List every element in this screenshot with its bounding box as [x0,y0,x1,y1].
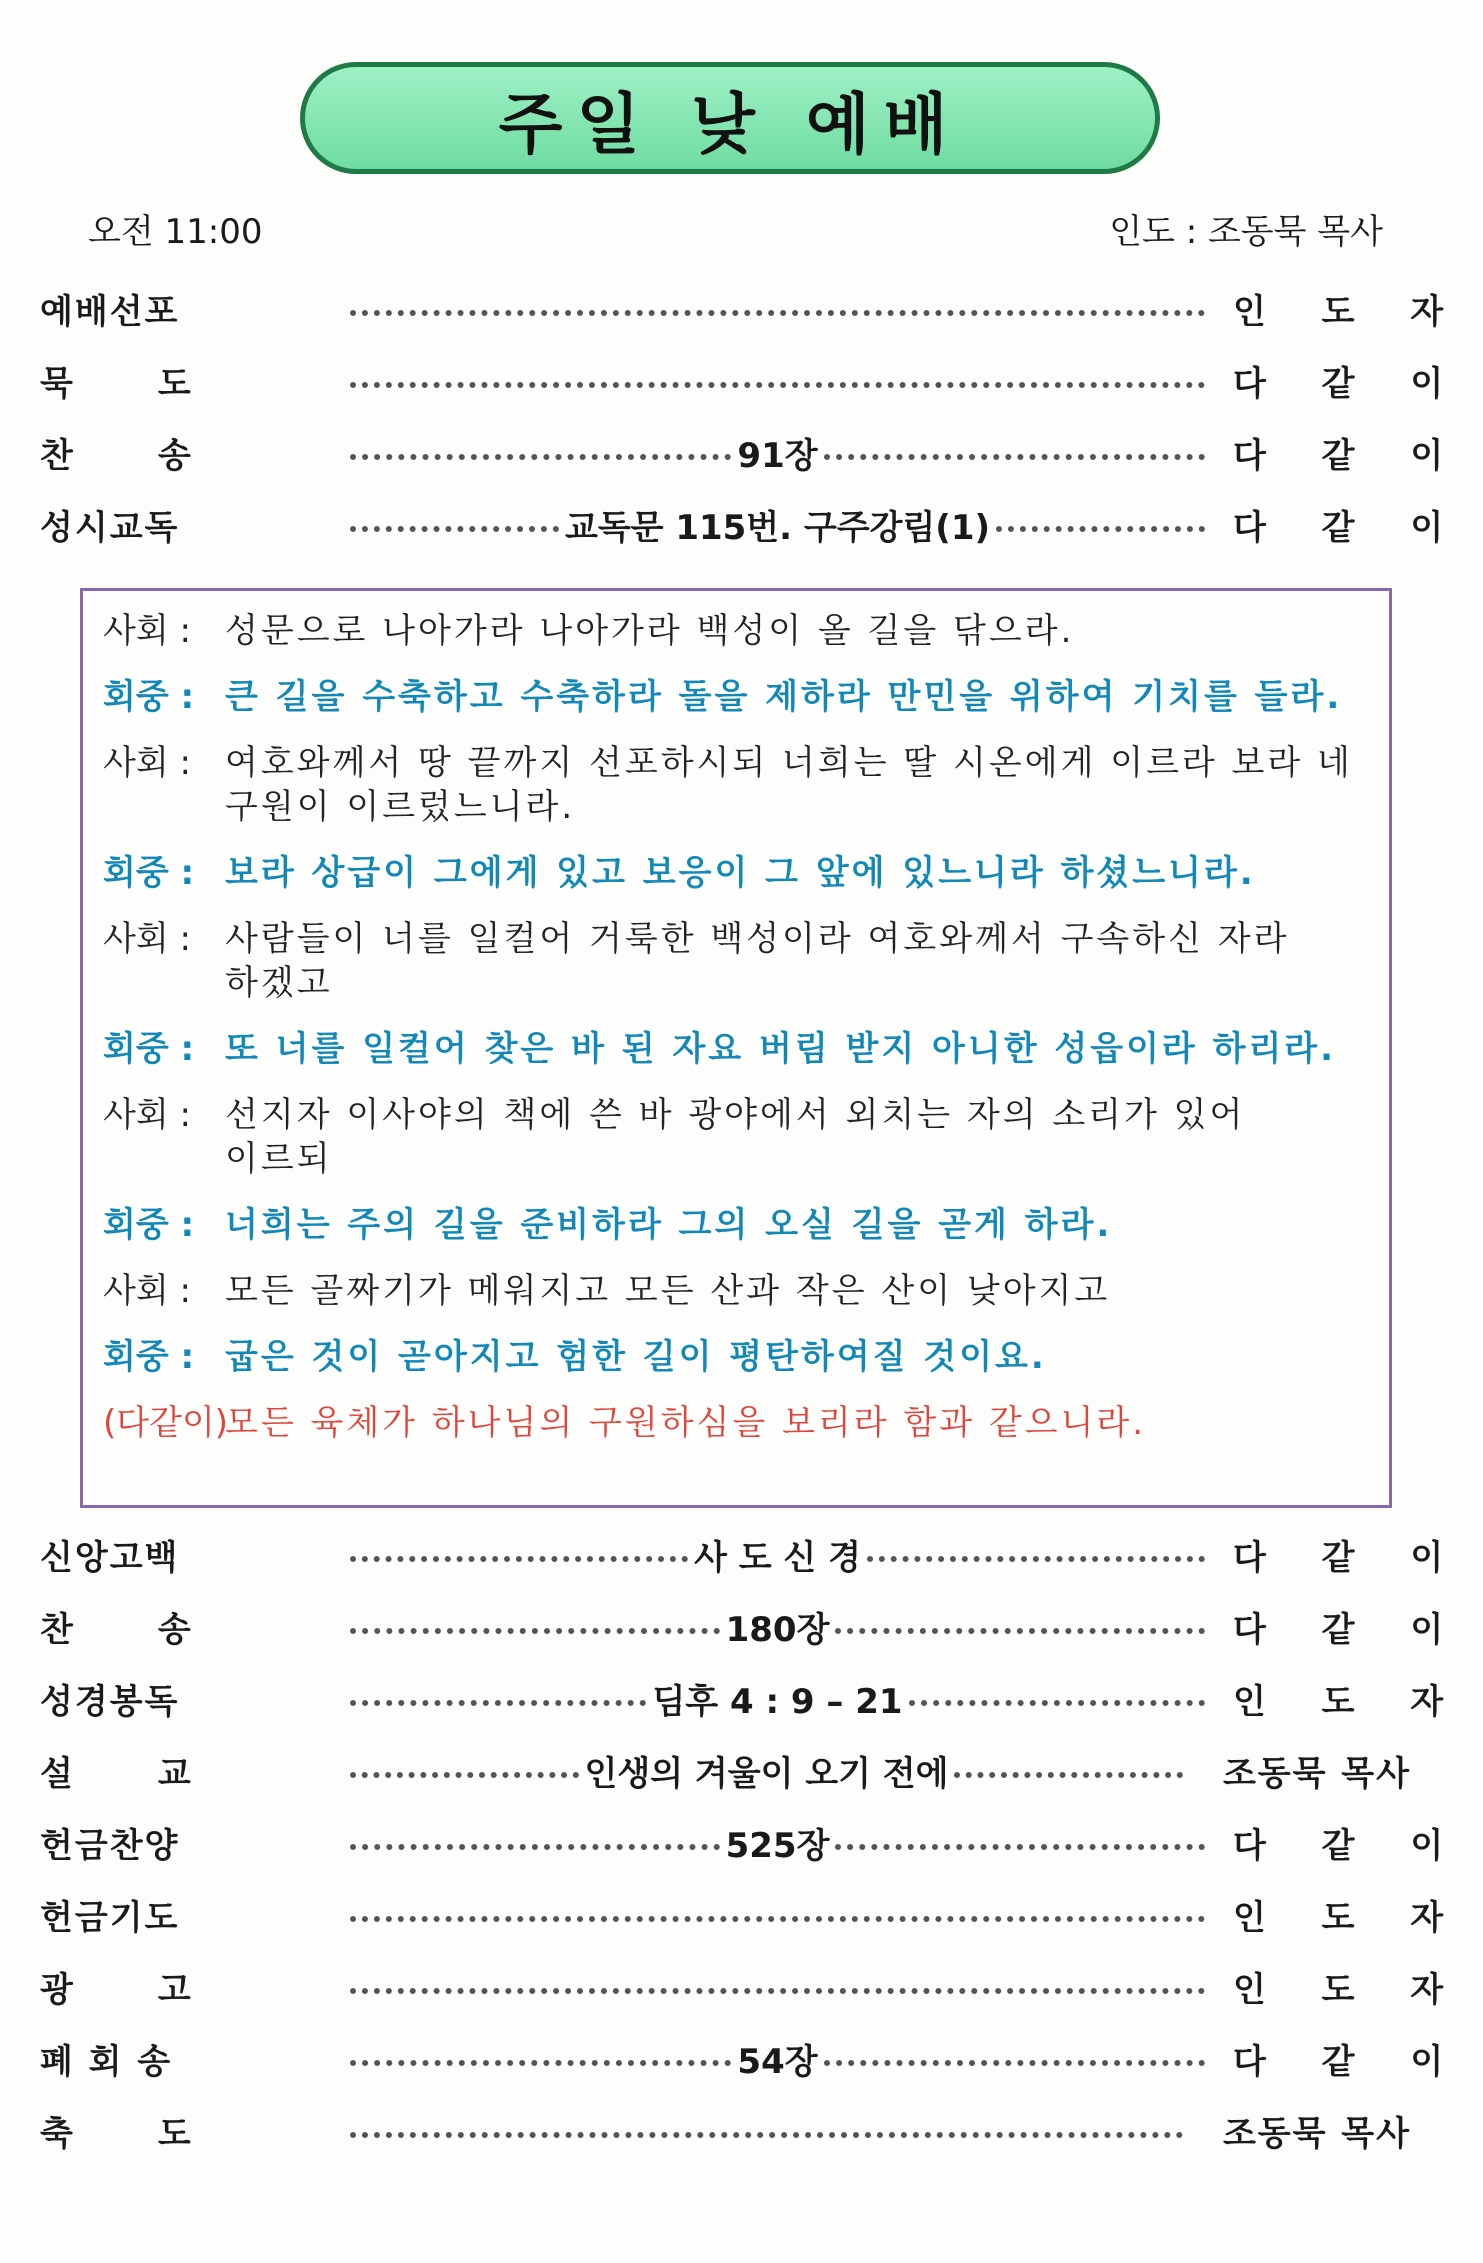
dot-leader [350,2132,1183,2138]
reading-speaker: 사회 : [103,919,191,959]
reading-speaker: 사회 : [103,611,191,651]
order-item-participant: 다 같 이 [1233,363,1466,404]
reading-line [103,675,1365,719]
order-of-worship-bottom [40,1518,1466,2166]
order-item-leader-line [310,1906,1233,1922]
reading-speaker: 회중 : [103,677,195,717]
reading-line [103,917,1365,1005]
reading-text: 선지자 이사야의 책에 쓴 바 광야에서 외치는 자의 소리가 있어 이르되 [225,1095,1246,1179]
order-item [40,2094,1411,2166]
order-item-participant: 다 같 이 [1233,1825,1466,1866]
reading-line [103,741,1365,829]
order-item-leader-line [310,1746,1211,1795]
order-item-participant: 다 같 이 [1233,1609,1466,1650]
reading-text: 모든 골짜기가 메워지고 모든 산과 작은 산이 낮아지고 [225,1271,1111,1311]
dot-leader [350,526,559,532]
order-item-label: 헌금찬양 [40,1825,180,1866]
reading-text: 보라 상급이 그에게 있고 보응이 그 앞에 있느니라 하셨느니라. [225,853,1256,893]
order-item-leader-line [310,428,1233,477]
order-of-worship-top [40,272,1466,560]
order-item-label: 폐 회 송 [40,2041,173,2082]
reading-speaker: 회중 : [103,1205,195,1245]
reading-line [103,1203,1365,1247]
order-item-participant: 다 같 이 [1233,507,1466,548]
reading-speaker: 사회 : [103,1271,191,1311]
order-item-participant: 인 도 자 [1233,1969,1466,2010]
order-item-detail: 인생의 겨울이 오기 전에 [584,1753,949,1794]
order-item-leader-line [310,1530,1233,1579]
order-item-participant: 인 도 자 [1233,1681,1466,1722]
reading-speaker: 사회 : [103,743,191,783]
order-item-detail: 180장 [725,1609,830,1650]
order-item [40,1806,1466,1878]
order-item-detail: 525장 [725,1825,830,1866]
order-item-participant: 다 같 이 [1233,435,1466,476]
order-item-leader-line [310,2034,1233,2083]
page-title: 주일 낮 예배 [498,85,962,163]
reading-speaker: (다같이) [103,1403,229,1443]
order-item [40,344,1466,416]
dot-leader [350,1556,688,1562]
reading-speaker: 회중 : [103,853,195,893]
order-item [40,1590,1466,1662]
order-item-participant: 인 도 자 [1233,1897,1466,1938]
dot-leader [350,1700,646,1706]
dot-leader [824,2060,1205,2066]
reading-line [103,1027,1365,1071]
order-item-detail: 교독문 115번. 구주강림(1) [564,507,991,548]
dot-leader [350,310,1205,316]
order-item-label: 찬 송 [40,1609,193,1650]
dot-leader [350,2060,731,2066]
reading-text: 사람들이 너를 일컬어 거룩한 백성이라 여호와께서 구속하신 자라 하겠고 [225,919,1290,1003]
order-item [40,1662,1466,1734]
order-item [40,1878,1466,1950]
order-item-label: 찬 송 [40,435,193,476]
order-item [40,2022,1466,2094]
dot-leader [835,1628,1205,1634]
order-item-leader-line [310,1674,1233,1723]
dot-leader [350,1988,1205,1994]
order-item [40,1734,1411,1806]
order-item-detail: 54장 [737,2041,818,2082]
reading-speaker: 회중 : [103,1337,195,1377]
reading-speaker: 사회 : [103,1095,191,1135]
reading-line [103,1335,1365,1379]
reading-line [103,1401,1365,1445]
order-item-leader-line [310,1602,1233,1651]
order-item-leader-line [310,372,1233,388]
order-item [40,416,1466,488]
service-header [88,204,1383,253]
reading-text: 모든 육체가 하나님의 구원하심을 보리라 함과 같으니라. [225,1403,1147,1443]
dot-leader [824,454,1205,460]
order-item-label: 광 고 [40,1969,193,2010]
order-item-label: 축 도 [40,2113,193,2154]
order-item-participant: 조동묵 목사 [1222,2113,1411,2154]
dot-leader [996,526,1205,532]
order-item-participant: 다 같 이 [1233,1537,1466,1578]
order-item-participant: 인 도 자 [1233,291,1466,332]
dot-leader [835,1844,1205,1850]
dot-leader [954,1772,1183,1778]
order-item-label: 예배선포 [40,291,180,332]
service-leader: 인도 : 조동묵 목사 [1109,212,1383,252]
order-item-leader-line [310,2122,1211,2138]
reading-line [103,1093,1365,1181]
order-item-label: 설 교 [40,1753,193,1794]
order-item [40,1518,1466,1590]
reading-text: 또 너를 일컬어 찾은 바 된 자요 버림 받지 아니한 성읍이라 하리라. [225,1029,1337,1069]
dot-leader [350,454,731,460]
order-item-label: 성시교독 [40,507,180,548]
title-banner [300,62,1160,174]
order-item-participant: 다 같 이 [1233,2041,1466,2082]
reading-line [103,609,1365,653]
order-item-label: 성경봉독 [40,1681,180,1722]
reading-text: 굽은 것이 곧아지고 험한 길이 평탄하여질 것이요. [225,1337,1047,1377]
responsive-reading-box [80,588,1392,1508]
reading-speaker: 회중 : [103,1029,195,1069]
order-item-leader-line [310,300,1233,316]
reading-text: 너희는 주의 길을 준비하라 그의 오실 길을 곧게 하라. [225,1205,1113,1245]
reading-text: 큰 길을 수축하고 수축하라 돌을 제하라 만민을 위하여 기치를 들라. [225,677,1343,717]
reading-text: 성문으로 나아가라 나아가라 백성이 올 길을 닦으라. [225,611,1075,651]
order-item-leader-line [310,1818,1233,1867]
dot-leader [909,1700,1205,1706]
order-item [40,488,1466,560]
dot-leader [350,1628,720,1634]
order-item-detail: 91장 [737,435,818,476]
order-item [40,1950,1466,2022]
reading-line [103,851,1365,895]
dot-leader [350,1916,1205,1922]
service-time: 오전 11:00 [88,212,263,252]
dot-leader [350,382,1205,388]
dot-leader [867,1556,1205,1562]
dot-leader [350,1772,579,1778]
dot-leader [350,1844,720,1850]
order-item [40,272,1466,344]
order-item-label: 헌금기도 [40,1897,180,1938]
reading-text: 여호와께서 땅 끝까지 선포하시되 너희는 딸 시온에게 이르라 보라 네 구원이 이르렀느니라. [225,743,1353,827]
order-item-detail: 사 도 신 경 [694,1537,861,1578]
order-item-label: 묵 도 [40,363,193,404]
reading-line [103,1269,1365,1313]
order-item-leader-line [310,1978,1233,1994]
order-item-label: 신앙고백 [40,1537,180,1578]
order-item-detail: 딤후 4 : 9 – 21 [652,1681,903,1722]
order-item-leader-line [310,500,1233,549]
order-item-participant: 조동묵 목사 [1222,1753,1411,1794]
